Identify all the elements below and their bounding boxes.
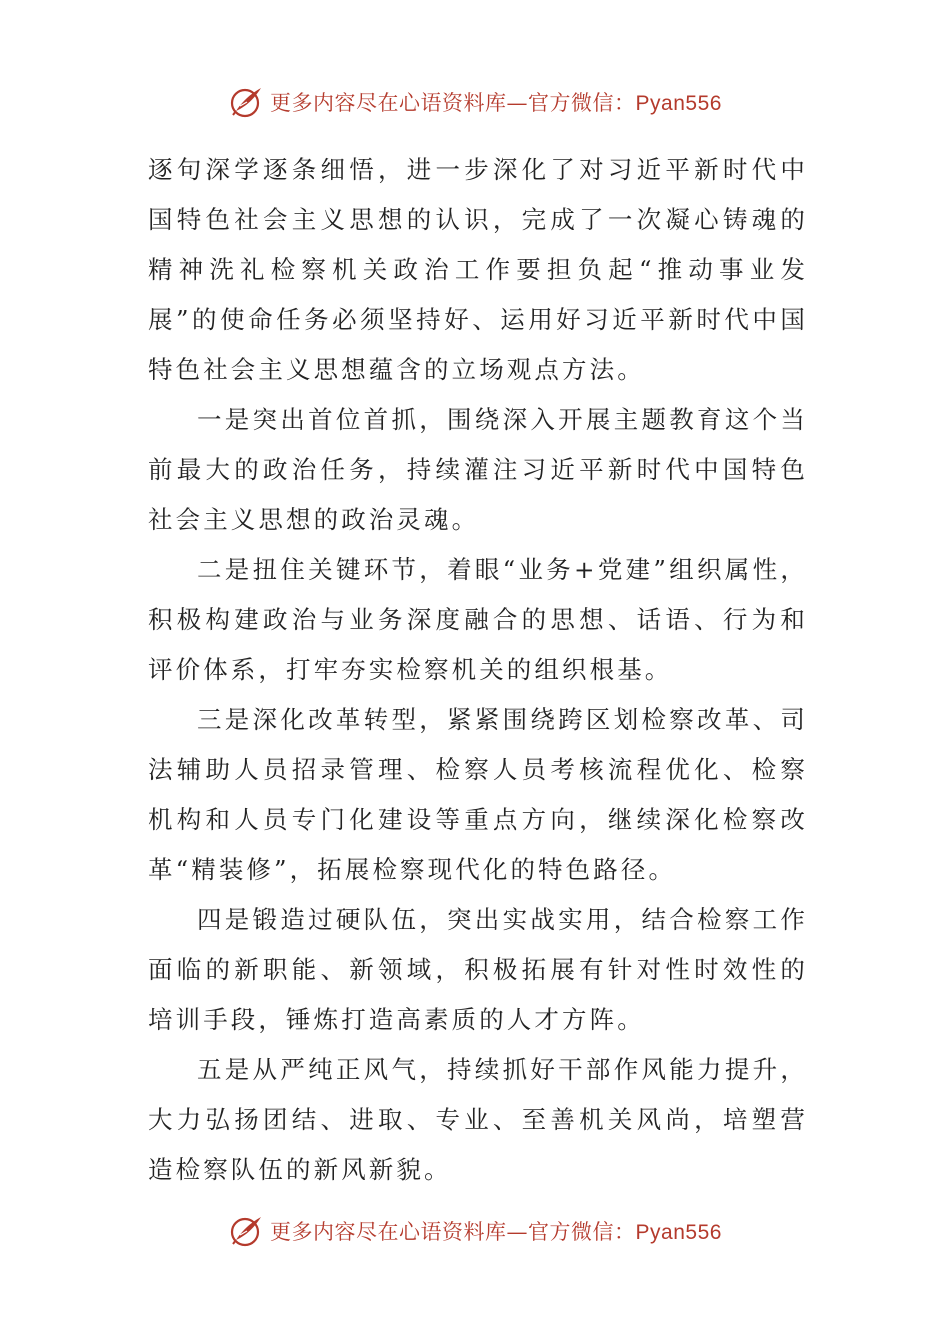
paragraph: 二是扭住关键环节，着眼“业务+党建”组织属性，积极构建政治与业务深度融合的思想、话语、行为和评价体系，打牢夯实检察机关的组织根基。 xyxy=(148,555,808,684)
paragraph: 逐句深学逐条细悟，进一步深化了对习近平新时代中国特色社会主义思想的认识，完成了一次凝心铸魂的精神洗礼检察机关政治工作要担负起“推动事业发展”的使命任务必须坚持好、运用好习近平新时代中国特色社会主义思想蕴含的立场观点方法。 xyxy=(148,155,808,384)
header-banner xyxy=(0,82,950,122)
wechat-id: Pyan556 xyxy=(635,1221,722,1244)
footer-banner xyxy=(0,1211,950,1251)
banner-text: 更多内容尽在心语资料库—官方微信：Pyan556 xyxy=(270,1220,722,1244)
paragraph: 三是深化改革转型，紧紧围绕跨区划检察改革、司法辅助人员招录管理、检察人员考核流程优化、检察机构和人员专门化建设等重点方向，继续深化检察改革“精装修”，拓展检察现代化的特色路径。 xyxy=(148,705,808,884)
paragraph: 四是锻造过硬队伍，突出实战实用，结合检察工作面临的新职能、新领域，积极拓展有针对性时效性的培训手段，锤炼打造高素质的人才方阵。 xyxy=(148,905,808,1034)
quill-pen-icon xyxy=(228,1213,264,1249)
body-text xyxy=(148,145,808,1195)
quill-pen-icon xyxy=(228,84,264,120)
wechat-id: Pyan556 xyxy=(635,92,722,115)
banner-text: 更多内容尽在心语资料库—官方微信：Pyan556 xyxy=(270,91,722,115)
paragraph: 一是突出首位首抓，围绕深入开展主题教育这个当前最大的政治任务，持续灌注习近平新时代中国特色社会主义思想的政治灵魂。 xyxy=(148,405,808,534)
paragraph: 五是从严纯正风气，持续抓好干部作风能力提升，大力弘扬团结、进取、专业、至善机关风尚，培塑营造检察队伍的新风新貌。 xyxy=(148,1055,808,1184)
